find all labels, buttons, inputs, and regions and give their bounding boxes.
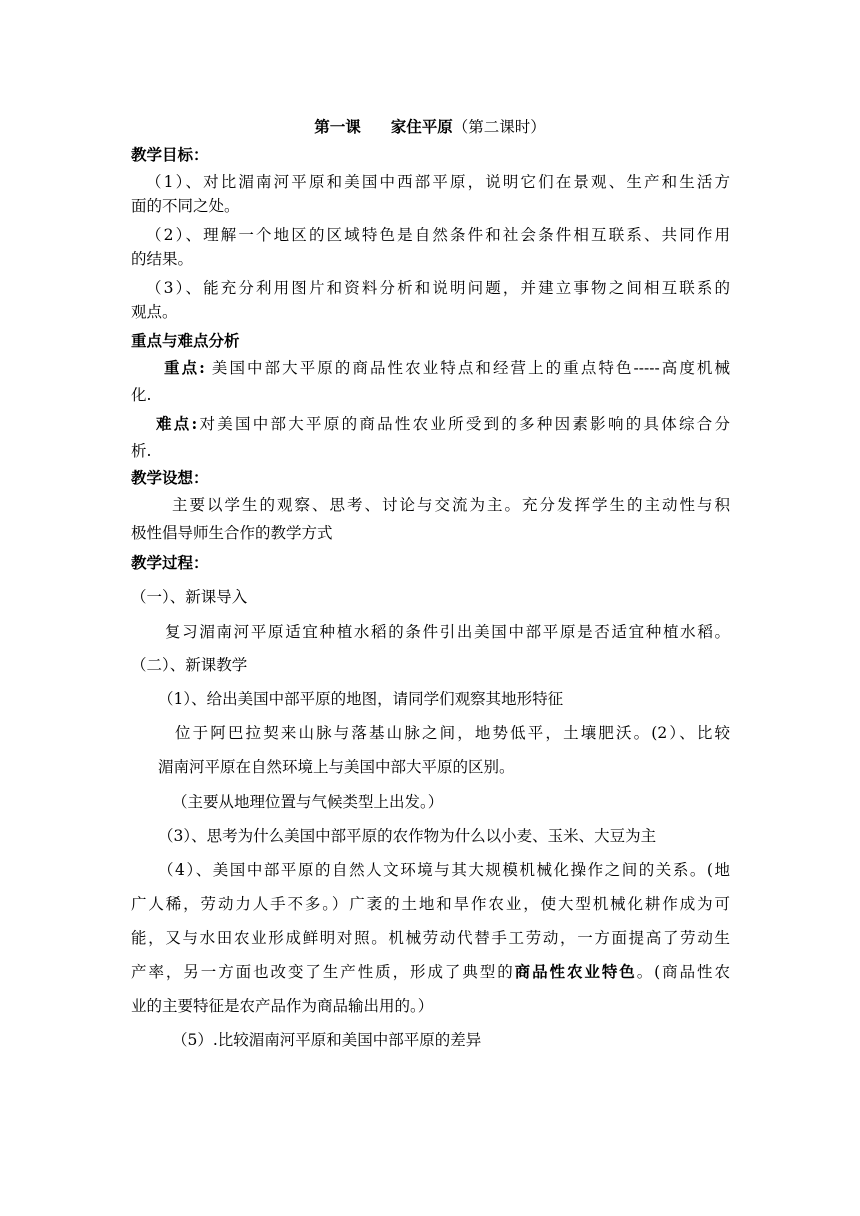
difficulty-text: 对美国中部大平原的商品性农业所受到的多种因素影响的具体综合分	[197, 415, 730, 433]
step-4-line-4-end: 。(商品性农	[636, 963, 730, 981]
step-4-line-3: 能，又与水田农业形成鲜明对照。机械劳动代替手工劳动，一方面提高了劳动生	[131, 929, 730, 947]
title-name: 家住平原	[390, 117, 453, 136]
design-line-2: 极性倡导师生合作的教学方式	[131, 524, 333, 542]
step-4-line-4	[131, 962, 730, 982]
difficulty-label: 难点:	[156, 414, 198, 433]
objective-2-line-1: （2）、理解一个地区的区域特色是自然条件和社会条件相互联系、共同作用	[146, 226, 730, 244]
process-part-1: （一）、新课导入	[131, 588, 248, 606]
step-4-line-5: 业的主要特征是农产品作为商品输出用的。）	[131, 997, 434, 1015]
difficulty-line-1	[156, 414, 730, 434]
step-2-hint: （主要从地理位置与气候类型上出发。）	[172, 793, 444, 811]
process-part-2: （二）、新课教学	[131, 656, 248, 674]
design-line-1: 主要以学生的观察、思考、讨论与交流为主。充分发挥学生的主动性与积	[172, 496, 730, 514]
key-point-text: 美国中部大平原的商品性农业特点和经营上的重点特色-----高度机械	[204, 359, 730, 377]
key-point-line-1	[164, 358, 730, 378]
title-main: 第一课	[314, 117, 361, 136]
objective-2-line-2: 的结果。	[131, 250, 194, 268]
objective-3-line-2: 观点。	[131, 303, 178, 321]
difficulty-line-2: 析.	[131, 442, 152, 460]
commercial-agriculture-highlight: 商品性农业特色	[514, 962, 637, 981]
process-heading: 教学过程：	[131, 553, 209, 572]
step-1-answer-line-1: 位于阿巴拉契来山脉与落基山脉之间，地势低平，土壤肥沃。(2）、比较	[175, 724, 730, 742]
objective-1-line-2: 面的不同之处。	[131, 197, 240, 215]
title-sub: （第二课时）	[452, 118, 546, 136]
key-points-heading: 重点与难点分析	[131, 331, 240, 350]
step-4-line-1: （4）、美国中部平原的自然人文环境与其大规模机械化操作之间的关系。(地	[158, 861, 730, 879]
step-1: （1）、给出美国中部平原的地图，请同学们观察其地形特征	[158, 690, 564, 708]
objective-1-line-1: （1）、对比湄南河平原和美国中西部平原，说明它们在景观、生产和生活方	[146, 173, 730, 191]
step-1-answer-line-2: 湄南河平原在自然环境上与美国中部大平原的区别。	[158, 758, 515, 776]
step-4-line-2: 广人稀，劳动力人手不多。）广袤的土地和旱作农业，使大型机械化耕作成为可	[131, 895, 730, 913]
objectives-heading: 教学目标：	[131, 145, 209, 164]
key-point-line-2: 化.	[131, 386, 152, 404]
objective-3-line-1: （3）、能充分利用图片和资料分析和说明问题，并建立事物之间相互联系的	[146, 279, 730, 297]
step-3: （3）、思考为什么美国中部平原的农作物为什么以小麦、玉米、大豆为主	[158, 827, 657, 845]
lesson-title	[0, 117, 860, 137]
design-heading: 教学设想：	[131, 468, 209, 487]
key-point-label: 重点:	[164, 358, 205, 377]
process-part-1-text: 复习湄南河平原适宜种植水稻的条件引出美国中部平原是否适宜种植水稻。	[165, 623, 730, 641]
step-4-line-4-text: 产率，另一方面也改变了生产性质，形成了典型的	[131, 963, 515, 981]
step-5: （5）.比较湄南河平原和美国中部平原的差异	[172, 1031, 482, 1049]
